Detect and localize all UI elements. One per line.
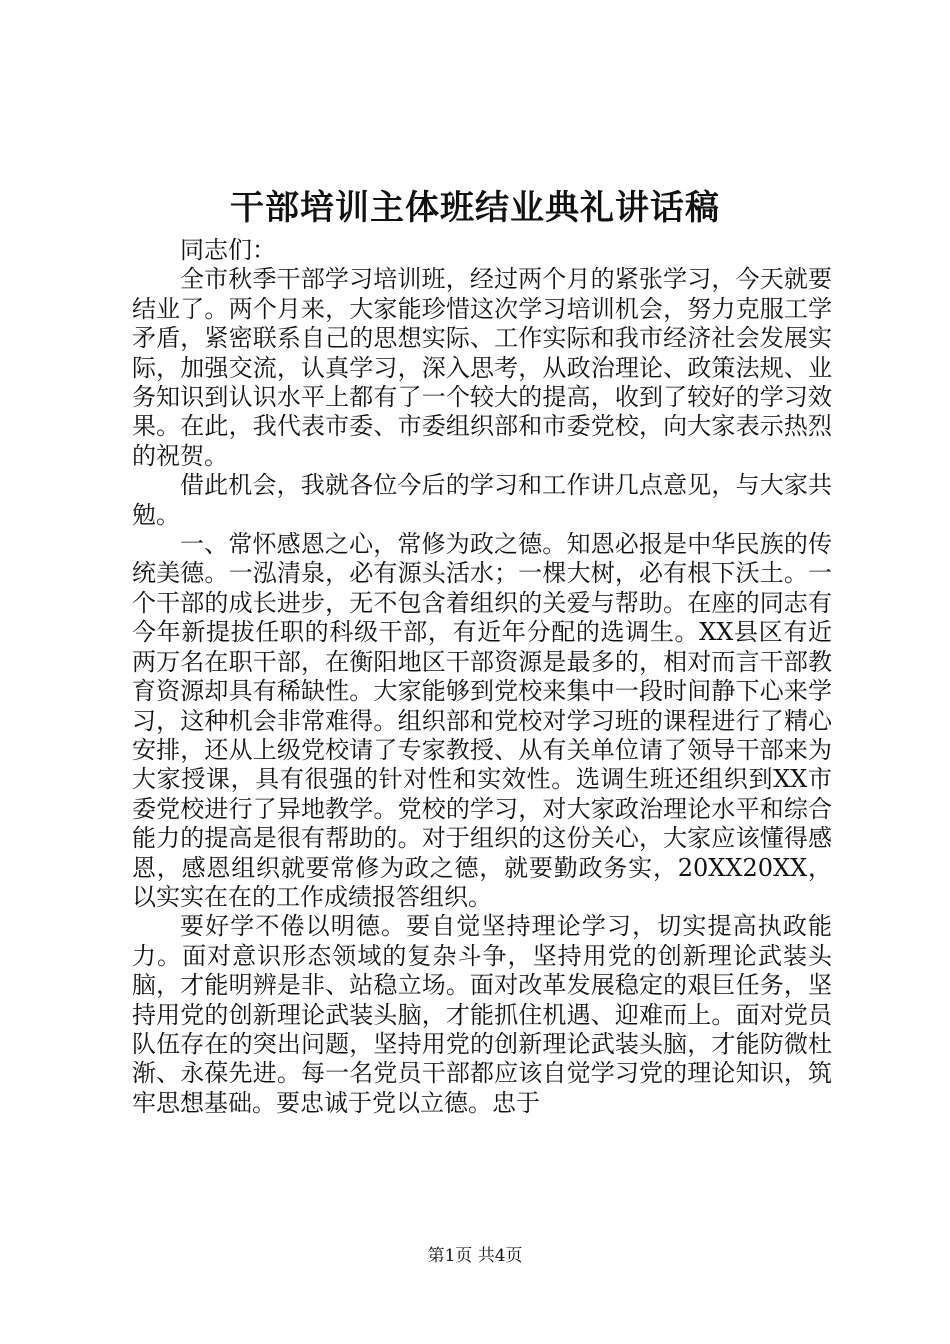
document-body — [132, 236, 832, 1118]
paragraph: 一、常怀感恩之心，常修为政之德。知恩必报是中华民族的传统美德。一泓清泉，必有源头活水；一棵大树，必有根下沃土。一个干部的成长进步，无不包含着组织的关爱与帮助。在座的同志有今年新提拔任职的科级干部，有近年分配的选调生。XX县区有近两万名在职干部，在衡阳地区干部资源是最多的，相对而言干部教育资源却具有稀缺性。大家能够到党校来集中一段时间静下心来学习，这种机会非常难得。组织部和党校对学习班的课程进行了精心安排，还从上级党校请了专家教授、从有关单位请了领导干部来为大家授课，具有很强的针对性和实效性。选调生班还组织到XX市委党校进行了异地教学。党校的学习，对大家政治理论水平和综合能力的提高是很有帮助的。对于组织的这份关心，大家应该懂得感恩，感恩组织就要常修为政之德，就要勤政务实，20XX20XX，以实实在在的工作成绩报答组织。 — [132, 530, 832, 911]
document-title: 干部培训主体班结业典礼讲话稿 — [230, 188, 720, 228]
paragraph: 全市秋季干部学习培训班，经过两个月的紧张学习，今天就要结业了。两个月来，大家能珍惜这次学习培训机会，努力克服工学矛盾，紧密联系自己的思想实际、工作实际和我市经济社会发展实际，加强交流，认真学习，深入思考，从政治理论、政策法规、业务知识到认识水平上都有了一个较大的提高，收到了较好的学习效果。在此，我代表市委、市委组织部和市委党校，向大家表示热烈的祝贺。 — [132, 265, 832, 470]
paragraph: 借此机会，我就各位今后的学习和工作讲几点意见，与大家共勉。 — [132, 471, 832, 529]
salutation: 同志们： — [180, 236, 276, 264]
paragraph: 要好学不倦以明德。要自觉坚持理论学习，切实提高执政能力。面对意识形态领域的复杂斗争，坚持用党的创新理论武装头脑，才能明辨是非、站稳立场。面对改革发展稳定的艰巨任务，坚持用党的创新理论武装头脑，才能抓住机遇、迎难而上。面对党员队伍存在的突出问题，坚持用党的创新理论武装头脑，才能防微杜渐、永葆先进。每一名党员干部都应该自觉学习党的理论知识，筑牢思想基础。要忠诚于党以立德。忠于 — [132, 912, 832, 1117]
page-footer: 第1页 共4页 — [427, 1246, 523, 1266]
